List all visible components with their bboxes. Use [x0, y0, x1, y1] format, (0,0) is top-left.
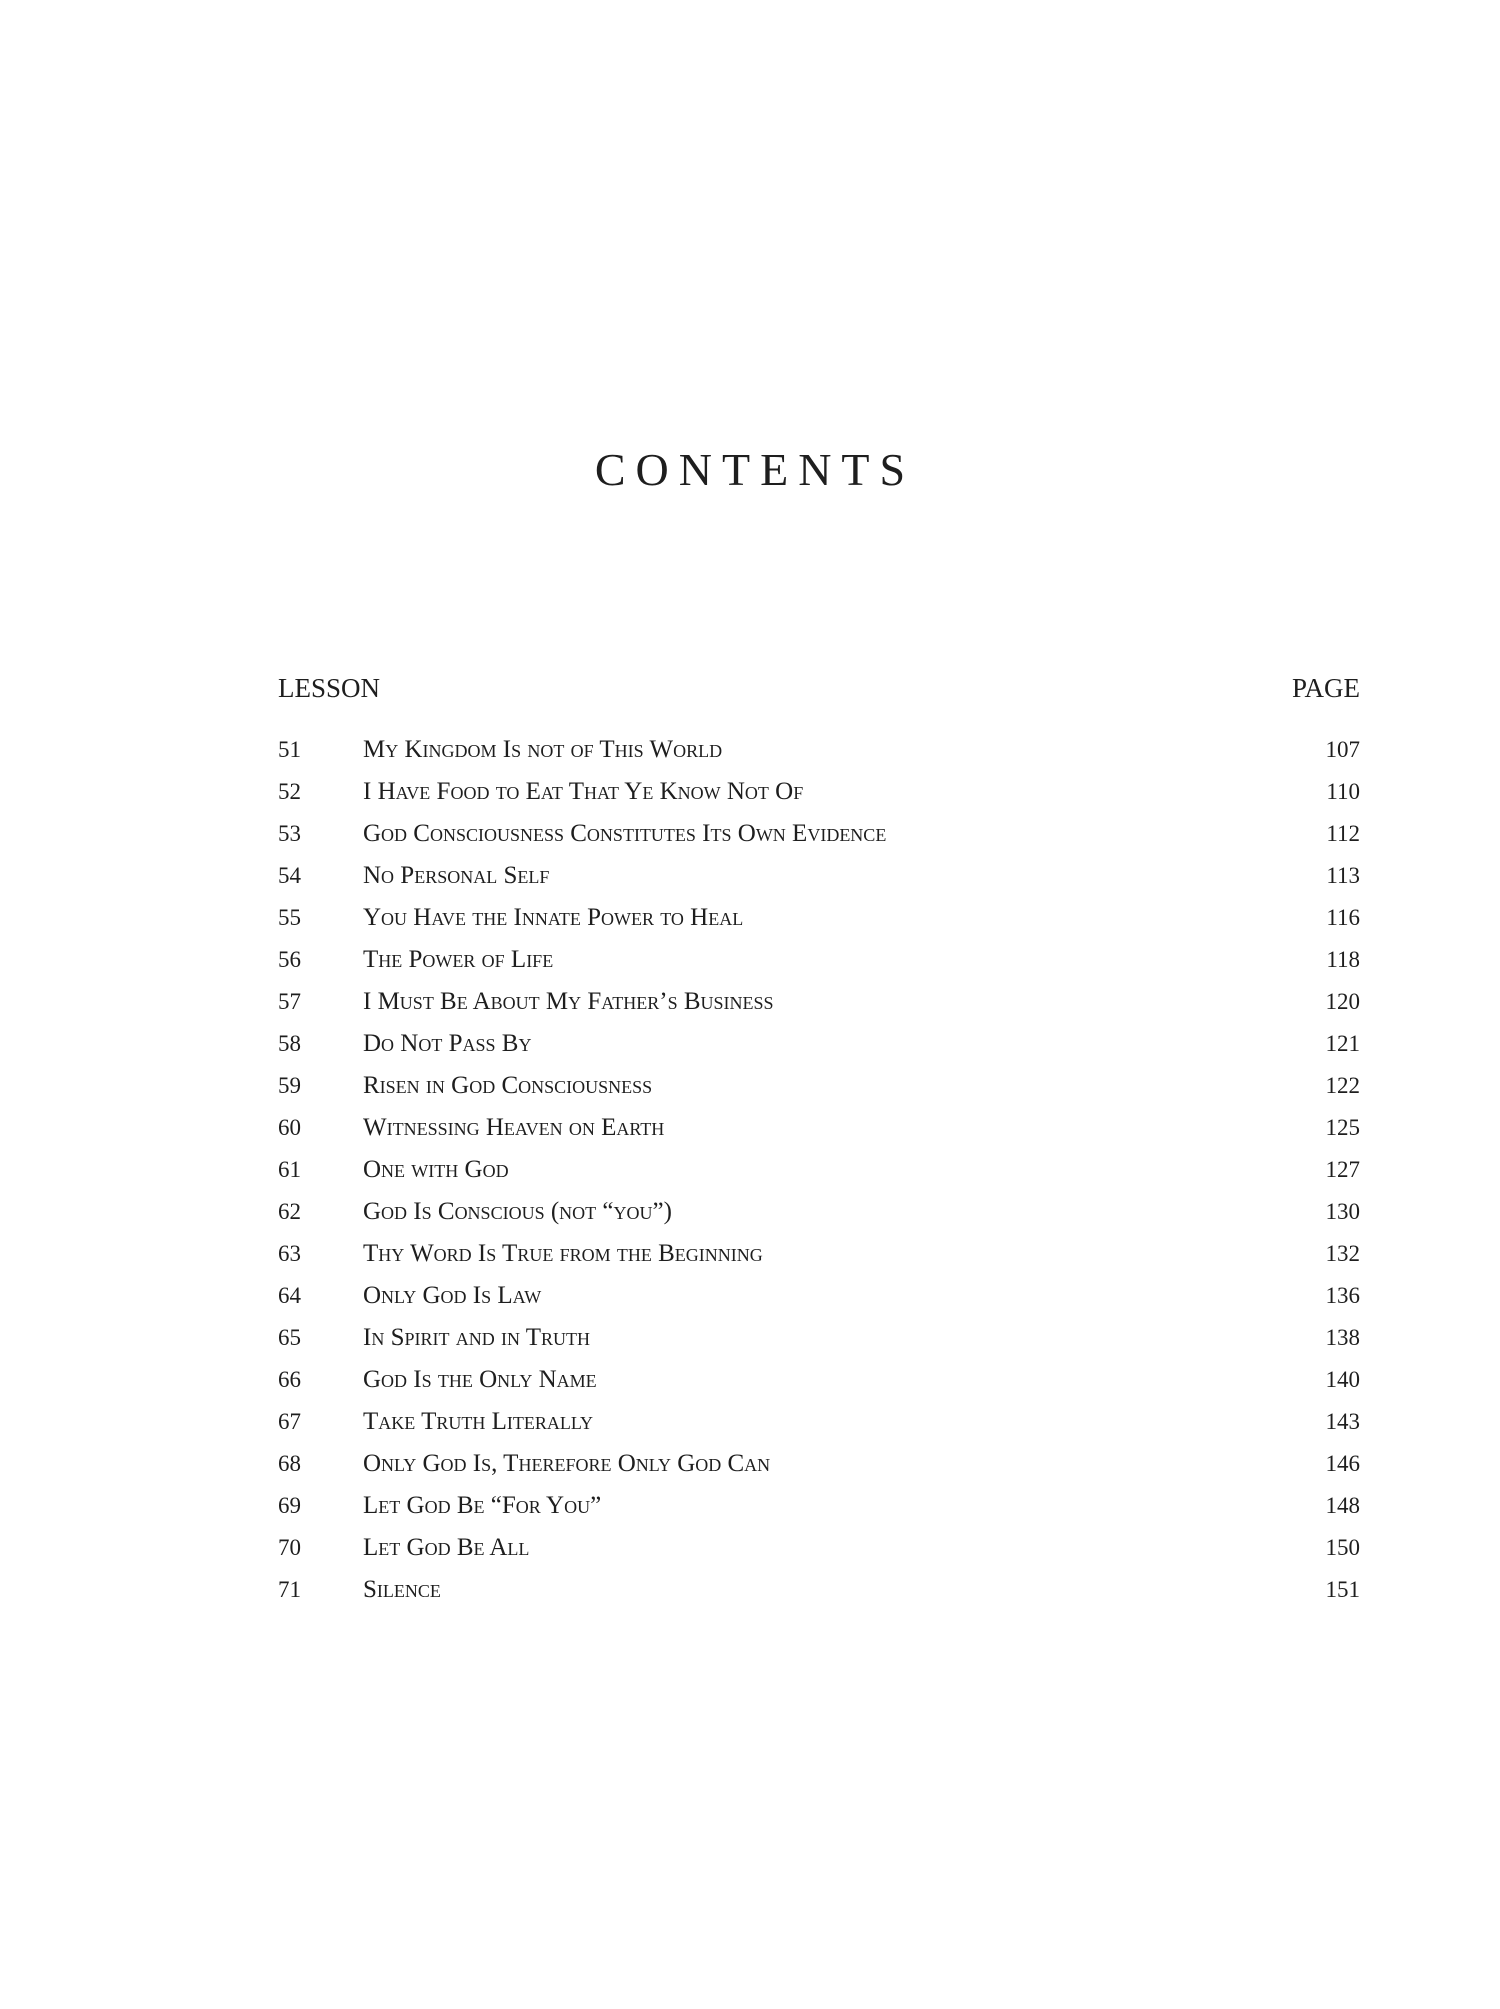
lesson-number: 67: [278, 1409, 301, 1434]
lesson-number: 56: [278, 947, 301, 972]
toc-entry[interactable]: [278, 1317, 1360, 1359]
lesson-number: 62: [278, 1199, 301, 1224]
toc-entry[interactable]: [278, 813, 1360, 855]
lesson-title: Take Truth Literally: [363, 1408, 594, 1435]
page-number: 107: [1325, 737, 1360, 762]
lesson-number: 54: [278, 863, 301, 888]
page-number: 127: [1325, 1157, 1360, 1182]
toc-entry[interactable]: [278, 1107, 1360, 1149]
table-of-contents: [278, 729, 1360, 1611]
lesson-number: 58: [278, 1031, 301, 1056]
toc-entry[interactable]: [278, 981, 1360, 1023]
toc-entry[interactable]: [278, 1275, 1360, 1317]
lesson-title: The Power of Life: [363, 946, 554, 973]
lesson-number: 66: [278, 1367, 301, 1392]
page-number: 120: [1325, 989, 1360, 1014]
lesson-number: 65: [278, 1325, 301, 1350]
page-number: 150: [1325, 1535, 1360, 1560]
toc-entry[interactable]: [278, 1527, 1360, 1569]
toc-entry[interactable]: [278, 1191, 1360, 1233]
lesson-title: No Personal Self: [363, 862, 550, 889]
page-number: 118: [1326, 947, 1360, 972]
page-number: 146: [1325, 1451, 1360, 1476]
lesson-number: 64: [278, 1283, 301, 1308]
toc-entry[interactable]: [278, 1401, 1360, 1443]
lesson-title: Thy Word Is True from the Beginning: [363, 1240, 763, 1267]
lesson-number: 63: [278, 1241, 301, 1266]
toc-entry[interactable]: [278, 855, 1360, 897]
page-number: 110: [1326, 779, 1360, 804]
lesson-title: You Have the Innate Power to Heal: [363, 904, 744, 931]
lesson-number: 55: [278, 905, 301, 930]
page-number: 121: [1325, 1031, 1360, 1056]
lesson-title: Let God Be All: [363, 1534, 530, 1561]
lesson-number: 59: [278, 1073, 301, 1098]
lesson-number: 60: [278, 1115, 301, 1140]
lesson-title: I Have Food to Eat That Ye Know Not Of: [363, 778, 804, 805]
lesson-title: Silence: [363, 1576, 441, 1603]
toc-entry[interactable]: [278, 1359, 1360, 1401]
lesson-title: My Kingdom Is not of This World: [363, 736, 723, 763]
page-column-header: PAGE: [1291, 673, 1360, 703]
lesson-number: 70: [278, 1535, 301, 1560]
toc-entry[interactable]: [278, 729, 1360, 771]
page-number: 122: [1325, 1073, 1360, 1098]
lesson-number: 51: [278, 737, 301, 762]
page-number: 112: [1326, 821, 1360, 846]
lesson-title: I Must Be About My Father’s Business: [363, 988, 774, 1015]
lesson-title: Only God Is Law: [363, 1282, 542, 1309]
toc-entry[interactable]: [278, 1485, 1360, 1527]
page-number: 136: [1325, 1283, 1360, 1308]
lesson-number: 61: [278, 1157, 301, 1182]
lesson-title: Let God Be “For You”: [363, 1492, 602, 1519]
lesson-title: Witnessing Heaven on Earth: [363, 1114, 665, 1141]
toc-entry[interactable]: [278, 771, 1360, 813]
lesson-number: 71: [278, 1577, 301, 1602]
page-number: 130: [1325, 1199, 1360, 1224]
lesson-number: 57: [278, 989, 301, 1014]
lesson-number: 69: [278, 1493, 301, 1518]
lesson-number: 52: [278, 779, 301, 804]
lesson-title: One with God: [363, 1156, 509, 1183]
column-headers: [278, 668, 1360, 708]
lesson-title: God Consciousness Constitutes Its Own Evidence: [363, 820, 887, 847]
lesson-column-header: LESSON: [278, 673, 381, 703]
page-title: CONTENTS: [594, 444, 916, 495]
page-number: 113: [1326, 863, 1360, 888]
page-number: 132: [1325, 1241, 1360, 1266]
toc-entry[interactable]: [278, 897, 1360, 939]
page-number: 116: [1326, 905, 1360, 930]
page-number: 143: [1325, 1409, 1360, 1434]
lesson-number: 53: [278, 821, 301, 846]
page-number: 140: [1325, 1367, 1360, 1392]
lesson-title: God Is Conscious (not “you”): [363, 1198, 672, 1225]
page-number: 125: [1325, 1115, 1360, 1140]
lesson-number: 68: [278, 1451, 301, 1476]
lesson-title: Risen in God Consciousness: [363, 1072, 653, 1099]
toc-entry[interactable]: [278, 1569, 1360, 1611]
toc-entry[interactable]: [278, 1149, 1360, 1191]
page-number: 138: [1325, 1325, 1360, 1350]
lesson-title: In Spirit and in Truth: [363, 1324, 591, 1351]
toc-entry[interactable]: [278, 1233, 1360, 1275]
lesson-title: God Is the Only Name: [363, 1366, 597, 1393]
lesson-title: Do Not Pass By: [363, 1030, 532, 1057]
toc-entry[interactable]: [278, 1443, 1360, 1485]
page-number: 151: [1325, 1577, 1360, 1602]
page-number: 148: [1325, 1493, 1360, 1518]
toc-entry[interactable]: [278, 1065, 1360, 1107]
toc-entry[interactable]: [278, 1023, 1360, 1065]
lesson-title: Only God Is, Therefore Only God Can: [363, 1450, 771, 1477]
toc-entry[interactable]: [278, 939, 1360, 981]
